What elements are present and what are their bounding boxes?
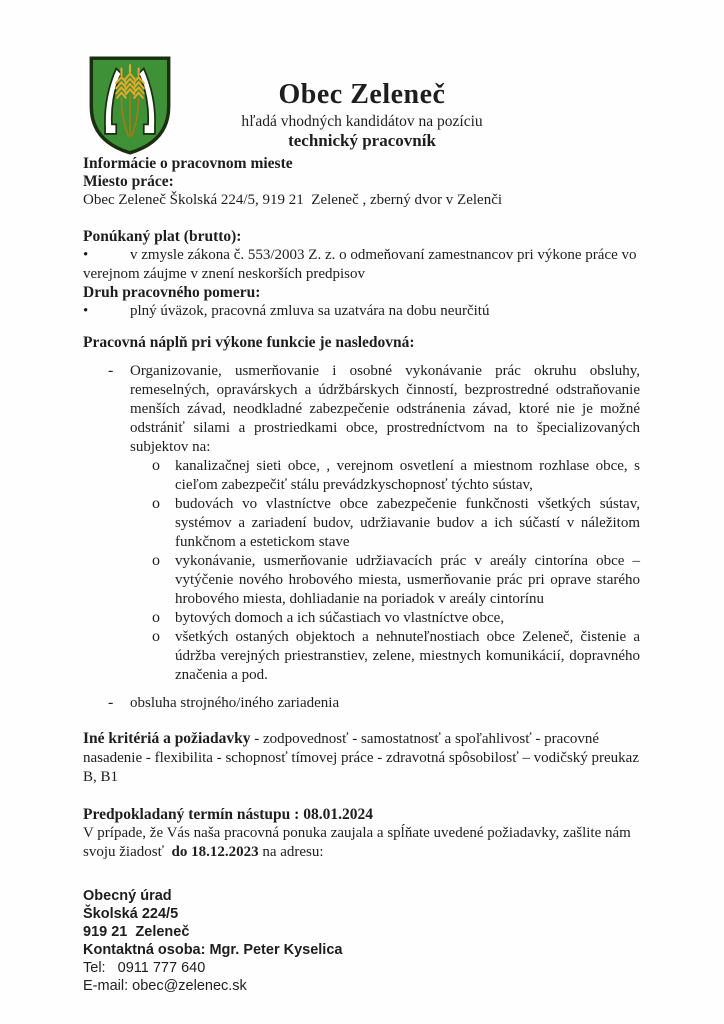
disc-bullet-icon: • [83,303,89,319]
contact-person: Kontaktná osoba: Mgr. Peter Kyselica [83,942,343,958]
section-salary [83,228,640,321]
application-text-after: na adresu: [258,844,324,860]
section-criteria [83,729,643,787]
coat-of-arms-icon [87,54,173,157]
section-start-date [83,806,640,862]
application-paragraph [83,824,640,862]
duty-sub-text: kanalizačnej sieti obce, , verejnom osvetlení a miestnom rozhlase obce, s cieľom zabezpečiť stálu prevádzkyschopnosť týchto sústav, [175,458,640,493]
duty-sub-text: bytových domoch a ich súčastiach vo vlastníctve obce, [175,610,505,626]
employment-bullet-text: plný úväzok, pracovná zmluva sa uzatvára na dobu neurčitú [130,303,490,319]
circle-bullet-icon: o [152,495,160,512]
list-item [83,628,640,685]
circle-bullet-icon: o [152,457,160,474]
duties-heading: Pracovná náplň pri výkone funkcie je nasledovná: [83,334,415,351]
section-job-info [83,155,640,210]
disc-bullet-icon: • [83,247,89,263]
job-info-heading: Informácie o pracovnom mieste [83,155,293,172]
list-item [83,609,640,628]
start-date-heading: Predpokladaný termín nástupu : 08.01.2024 [83,806,373,823]
salary-bullet [83,246,640,284]
criteria-heading: Iné kritériá a požiadavky [83,730,251,747]
criteria-paragraph [83,729,643,787]
salary-heading: Ponúkaný plat (brutto): [83,228,242,245]
duty-text: Organizovanie, usmerňovanie i osobné vykonávanie prác okruhu obsluhy, remeselných, opravárskych a údržbárskych činností, bezprostredné odstraňovanie menších závad, neodkladné zabezpečenie odstránenia závad, ktoré nie je možné odstrániť silami a prostriedkami obce, prostredníctvom na to špecializovaných subjektov na: [130,363,640,455]
application-text-before: V prípade, že Vás naša pracovná ponuka zaujala a spĺňate uvedené požiadavky, zašlite nám svoju žiadosť [83,825,635,860]
contact-office: Obecný úrad [83,888,172,904]
list-item [83,457,640,495]
position-title: technický pracovník [288,131,436,150]
duty-text: obsluha strojného/iného zariadenia [130,695,340,711]
contact-city: 919 21 Zeleneč [83,924,190,940]
salary-bullet-text: v zmysle zákona č. 553/2003 Z. z. o odmeňovaní zamestnancov pri výkone práce vo verejnom záujme v znení neskorších predpisov [83,247,637,282]
dash-bullet-icon: - [108,362,114,379]
employment-bullet [83,302,640,321]
list-item [83,362,640,457]
duty-sub-text: vykonávanie, usmerňovanie udržiavacích prác v areály cintorína obce – vytýčenie nového hrobového miesta, usmerňovanie prác pri oprave starého hrobového miesta, dohliadanie na poriadok v areály cintorínu [175,553,640,607]
circle-bullet-icon: o [152,552,160,569]
circle-bullet-icon: o [152,628,160,645]
coat-of-arms-svg [87,54,173,157]
duty-sub-text: budovách vo vlastníctve obce zabezpečenie funkčnosti všetkých sústav, systémov a zariadení budov, udržiavanie budov a ich súčastí v náležitom funkčnom a estetickom stave [175,496,640,550]
place-of-work-value: Obec Zeleneč Školská 224/5, 919 21 Zeleneč , zberný dvor v Zelenči [83,192,503,208]
page-title: Obec Zeleneč [278,79,446,110]
circle-bullet-icon: o [152,609,160,626]
contact-street: Školská 224/5 [83,906,179,922]
list-item [83,495,640,552]
section-duties [83,334,640,713]
contact-email: E-mail: obec@zelenec.sk [83,978,247,994]
duty-sub-text: všetkých ostaných objektoch a nehnuteľnostiach obce Zeleneč, čistenie a údržba verejných priestranstiev, zelene, miestnych komunikácií, dopravného značenia a pod. [175,629,640,683]
dash-bullet-icon: - [108,694,114,711]
list-item [83,552,640,609]
criteria-text: - zodpovednosť - samostatnosť a spoľahlivosť - pracovné nasadenie - flexibilita - schopnosť tímovej práce - zdravotná spôsobilosť – vodičský preukaz B, B1 [83,731,643,785]
place-of-work-label: Miesto práce: [83,173,174,190]
application-deadline: do 18.12.2023 [171,844,259,860]
section-contact [83,887,640,995]
contact-phone: Tel: 0911 777 640 [83,960,206,976]
list-item [83,694,640,713]
employment-type-heading: Druh pracovného pomeru: [83,284,261,301]
page-subtitle: hľadá vhodných kandidátov na pozíciu [241,113,483,130]
